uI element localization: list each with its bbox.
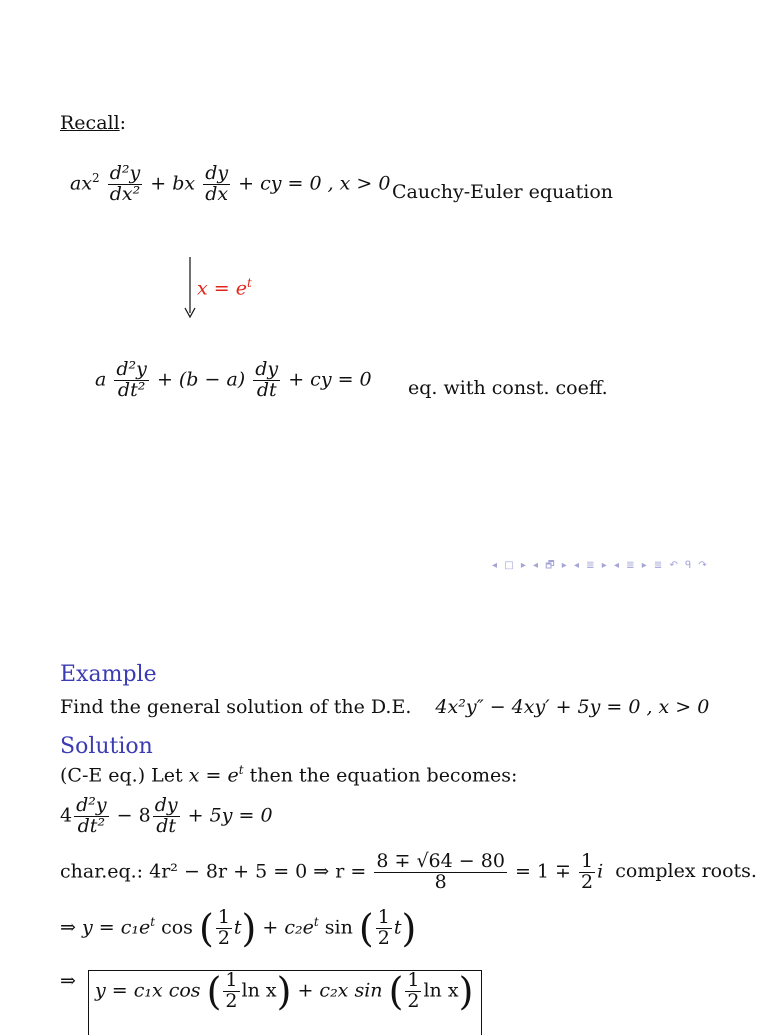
char-post: complex roots. (615, 860, 757, 883)
ce-left: ax (70, 172, 93, 195)
sol-pre: (C-E eq.) Let (60, 764, 183, 787)
left-paren: ( (206, 969, 222, 1014)
cc-frac2 (253, 360, 280, 401)
example-title: Example (60, 662, 157, 687)
ce-label: Cauchy-Euler equation (392, 181, 614, 203)
recall-colon: : (119, 112, 127, 134)
right-paren: ) (401, 906, 417, 951)
example-eq: 4x²y″ − 4xy′ + 5y = 0 , x > 0 (435, 696, 710, 718)
cc-label: eq. with const. coeff. (408, 377, 608, 399)
ce-tail: + cy = 0 , x > 0 (238, 172, 391, 195)
char-half-den: 2 (581, 870, 594, 893)
gen-cos: cos (161, 916, 193, 939)
gen-half1 (216, 908, 232, 949)
cc-frac1-den: dt² (117, 378, 146, 401)
final-ln2: ln x (423, 979, 459, 1002)
ce-frac1-num: d²y (109, 162, 141, 184)
half-num: 1 (217, 906, 230, 928)
cc-frac1-num: d²y (116, 358, 147, 380)
implies-icon: ⇒ (60, 970, 76, 992)
gen-t1: t (233, 916, 242, 939)
char-i: i (597, 860, 604, 883)
ce-frac1 (108, 164, 143, 205)
half-den: 2 (217, 926, 230, 949)
final-half1 (223, 971, 239, 1012)
ce-frac2-den: dx (205, 182, 229, 205)
implies-icon: ⇒ (60, 916, 76, 939)
final-plus: + c₂x sin (297, 979, 383, 1002)
recall-heading (60, 112, 126, 134)
eq2-coef1: 4 (60, 804, 73, 827)
solution-title: Solution (60, 734, 153, 759)
gen-plus: + c₂e (262, 916, 314, 939)
half-num: 1 (377, 906, 390, 928)
eq2-mid: − 8 (116, 804, 151, 827)
final-y: y = c₁x cos (94, 979, 201, 1002)
solution-line1 (60, 763, 517, 786)
left-paren: ( (358, 906, 374, 951)
eq2-tail: + 5y = 0 (187, 804, 273, 827)
sol-eq: x = e (188, 764, 239, 787)
cc-tail: + cy = 0 (288, 368, 372, 391)
substitution-label (197, 276, 252, 299)
eq2-frac1-den: dt² (77, 814, 106, 837)
right-paren: ) (276, 969, 292, 1014)
gen-t2: t (393, 916, 402, 939)
eq2-frac2 (153, 796, 180, 837)
gen-half2 (376, 908, 392, 949)
left-paren: ( (198, 906, 214, 951)
transformed-equation (60, 796, 273, 837)
final-half2 (405, 971, 421, 1012)
half-den: 2 (407, 989, 420, 1012)
subst-sup: t (246, 276, 252, 290)
general-solution-t (60, 908, 416, 949)
cc-a: a (95, 368, 107, 391)
sol-post: then the equation becomes: (249, 764, 518, 787)
constant-coeff-equation (95, 360, 372, 401)
gen-sup1: t (150, 915, 156, 930)
eq2-frac2-den: dt (156, 814, 177, 837)
gen-y: y = c₁e (81, 916, 151, 939)
eq2-frac2-num: dy (154, 794, 178, 816)
cc-frac2-den: dt (256, 378, 277, 401)
right-paren: ) (241, 906, 257, 951)
cauchy-euler-equation (70, 164, 390, 205)
ce-frac1-den: dx² (109, 182, 141, 205)
cc-mid: + (b − a) (156, 368, 246, 391)
characteristic-equation (60, 852, 757, 893)
final-solution-box (88, 970, 482, 1035)
ce-frac2 (203, 164, 230, 205)
ce-left-exp: 2 (92, 171, 100, 186)
left-paren: ( (388, 969, 404, 1014)
sol-sup: t (238, 763, 244, 777)
ce-mid: + bx (150, 172, 196, 195)
char-root-frac (374, 852, 507, 893)
recall-word: Recall (60, 112, 120, 134)
gen-sup2: t (313, 915, 319, 930)
final-solution-line (60, 970, 482, 1035)
half-num: 1 (225, 969, 238, 991)
eq2-frac1-num: d²y (76, 794, 107, 816)
half-den: 2 (225, 989, 238, 1012)
char-mid: = 1 ∓ (514, 860, 571, 883)
half-den: 2 (377, 926, 390, 949)
beamer-navigation-icons[interactable]: ◂ □ ▸ ◂ 🗗 ▸ ◂ ≣ ▸ ◂ ≣ ▸ ≣ ↶ ᑫ ↷ (492, 560, 709, 571)
right-paren: ) (458, 969, 474, 1014)
eq2-frac1 (74, 796, 109, 837)
char-frac-den: 8 (434, 870, 447, 893)
final-ln1: ln x (241, 979, 277, 1002)
example-text: Find the general solution of the D.E. (60, 696, 412, 718)
char-half-frac (579, 852, 595, 893)
cc-frac1 (114, 360, 149, 401)
gen-sin: sin (324, 916, 353, 939)
subst-text: x = e (197, 277, 247, 300)
ce-frac2-num: dy (205, 162, 229, 184)
char-half-num: 1 (581, 850, 594, 872)
char-frac-num: 8 ∓ √64 − 80 (376, 850, 505, 872)
cc-frac2-num: dy (255, 358, 279, 380)
example-line (60, 696, 709, 718)
half-num: 1 (407, 969, 420, 991)
char-pre: char.eq.: 4r² − 8r + 5 = 0 ⇒ r = (60, 860, 367, 883)
